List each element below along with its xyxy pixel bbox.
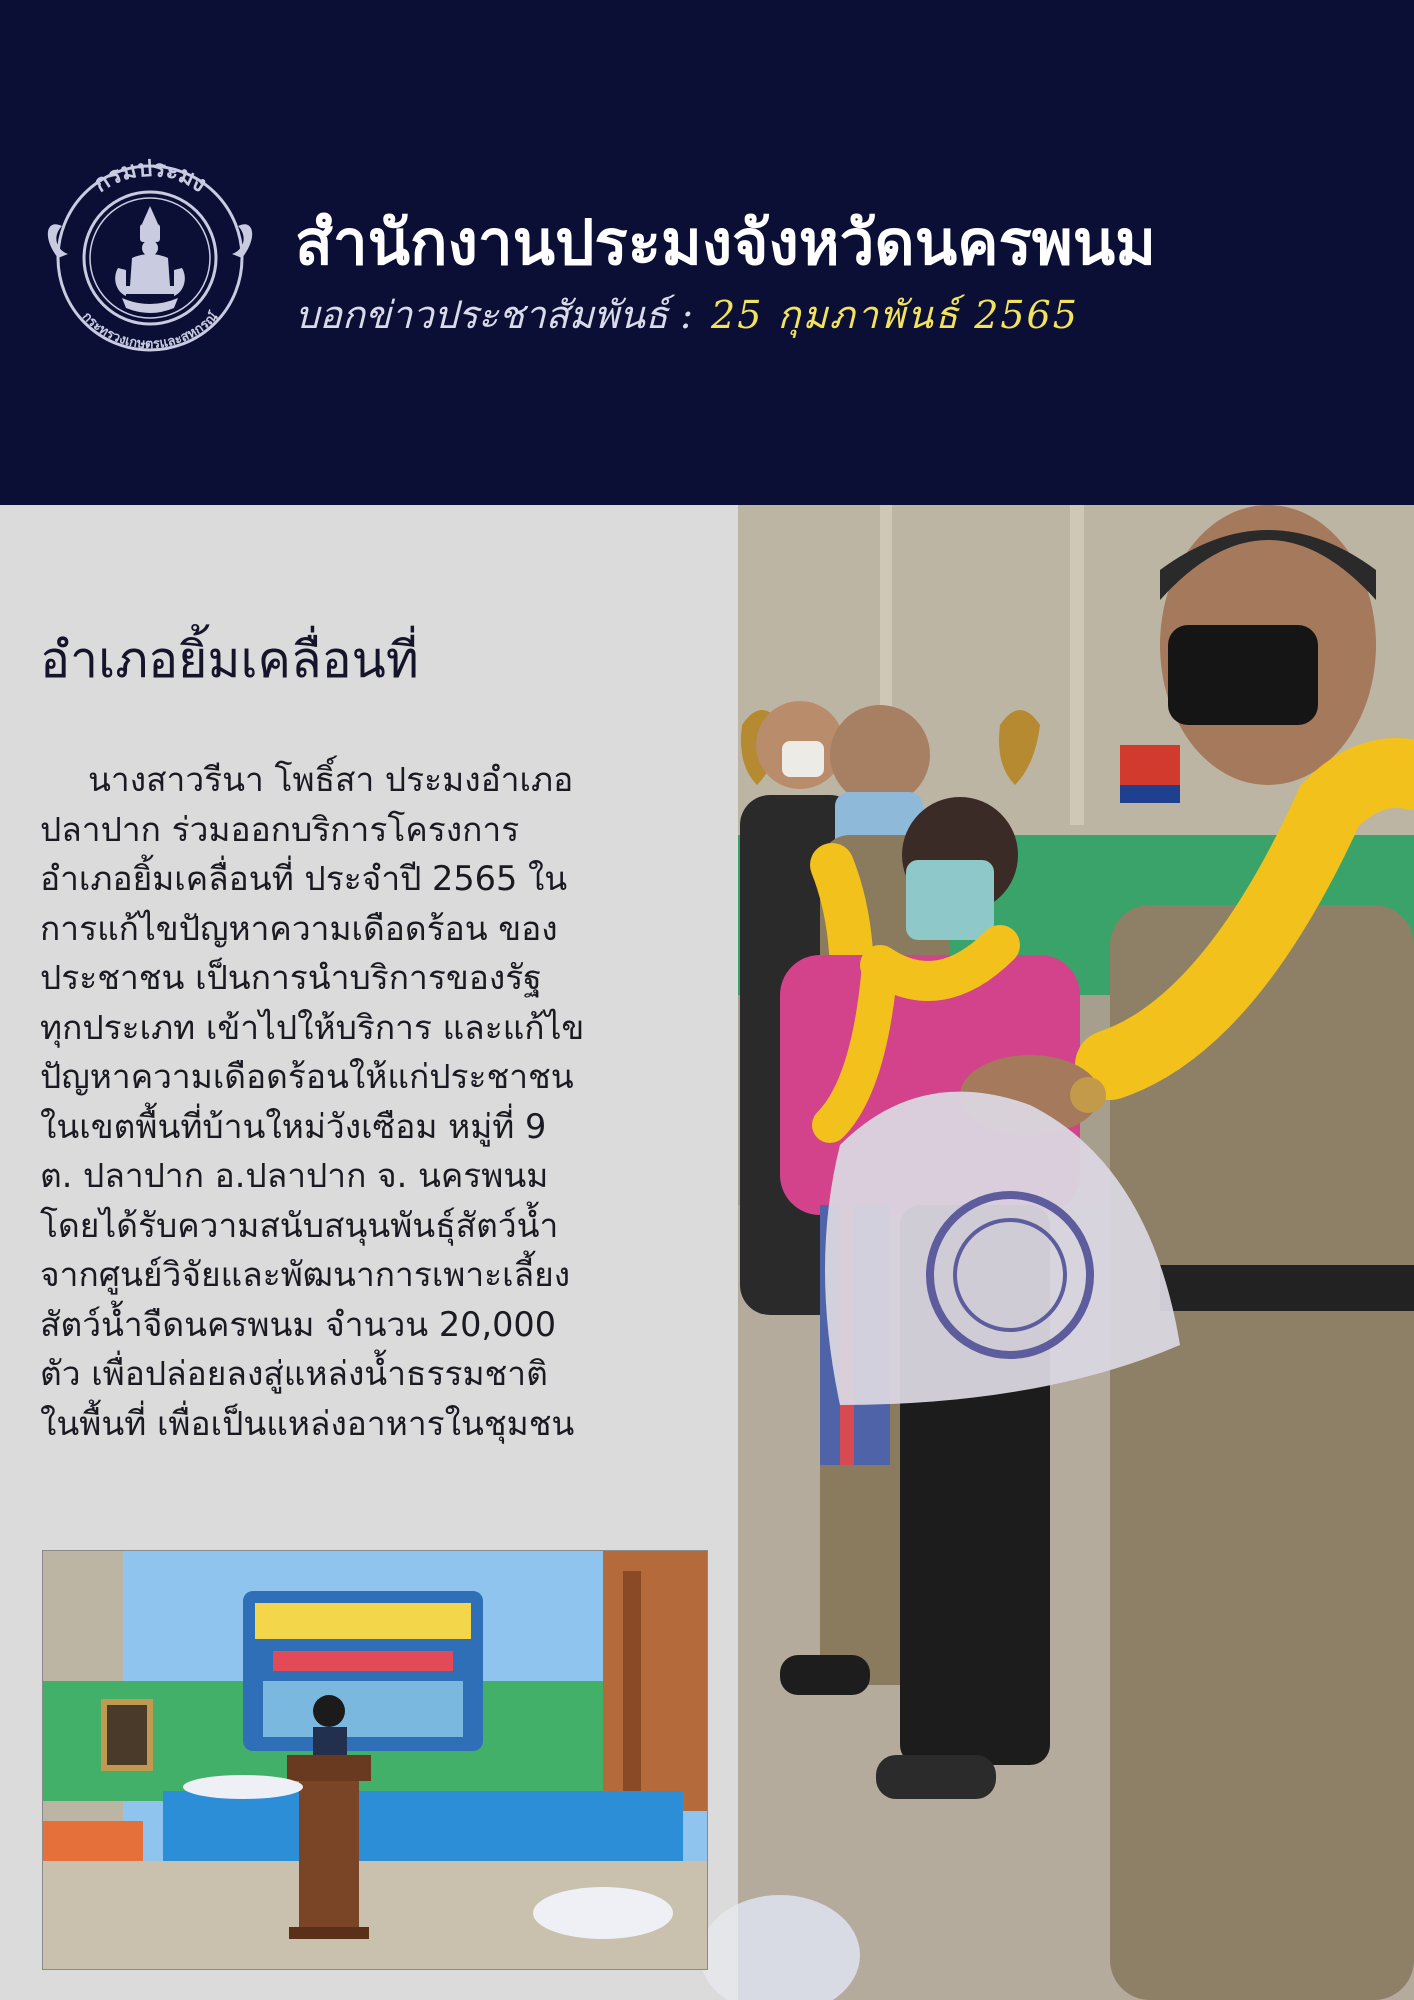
inset-photo	[42, 1550, 708, 1970]
article-line: ในเขตพื้นที่บ้านใหม่วังเซือม หมู่ที่ 9	[40, 1106, 547, 1146]
article-line: นางสาวรีนา โพธิ์สา ประมงอำเภอ	[88, 760, 574, 799]
article-line: โดยได้รับความสนับสนุนพันธุ์สัตว์น้ำ	[40, 1205, 559, 1245]
article-line: การแก้ไขปัญหาความเดือดร้อน ของ	[40, 908, 558, 948]
article-line: ตัว เพื่อปล่อยลงสู่แหล่งน้ำธรรมชาติ	[40, 1354, 548, 1393]
article-line: ในพื้นที่ เพื่อเป็นแหล่งอาหารในชุมชน	[40, 1403, 575, 1443]
header-banner	[0, 0, 1414, 505]
article-line: อำเภอยิ้มเคลื่อนที่ ประจำปี 2565 ใน	[40, 859, 568, 898]
inset-photo-speaker-at-podium	[43, 1551, 707, 1969]
organization-title: สำนักงานประมงจังหวัดนครพนม	[295, 206, 1156, 279]
svg-text:กระทรวงเกษตรและสหกรณ์: กระทรวงเกษตรและสหกรณ์	[78, 309, 222, 353]
article-line: ปลาปาก ร่วมออกบริการโครงการ	[40, 809, 520, 849]
svg-text:กรมประมง: กรมประมง	[89, 158, 212, 198]
news-line	[295, 290, 1395, 340]
article-line: ประชาชน เป็นการนำบริการของรัฐ	[40, 958, 542, 997]
article-line: ปัญหาความเดือดร้อนให้แก่ประชาชน	[40, 1057, 574, 1096]
article-line: สัตว์น้ำจืดนครพนม จำนวน 20,000	[40, 1304, 557, 1344]
article-body	[40, 755, 710, 1448]
article-line: ทุกประเภท เข้าไปให้บริการ และแก้ไข	[40, 1007, 585, 1047]
news-date: 25 กุมภาพันธ์ 2565	[711, 293, 1079, 337]
article-line: ต. ปลาปาก อ.ปลาปาก จ. นครพนม	[40, 1156, 549, 1195]
department-of-fisheries-seal-icon	[38, 158, 262, 358]
news-label: บอกข่าวประชาสัมพันธ์ :	[295, 293, 694, 337]
article-headline: อำเภอยิ้มเคลื่อนที่	[40, 631, 419, 689]
article-line: จากศูนย์วิจัยและพัฒนาการเพาะเลี้ยง	[40, 1255, 571, 1294]
